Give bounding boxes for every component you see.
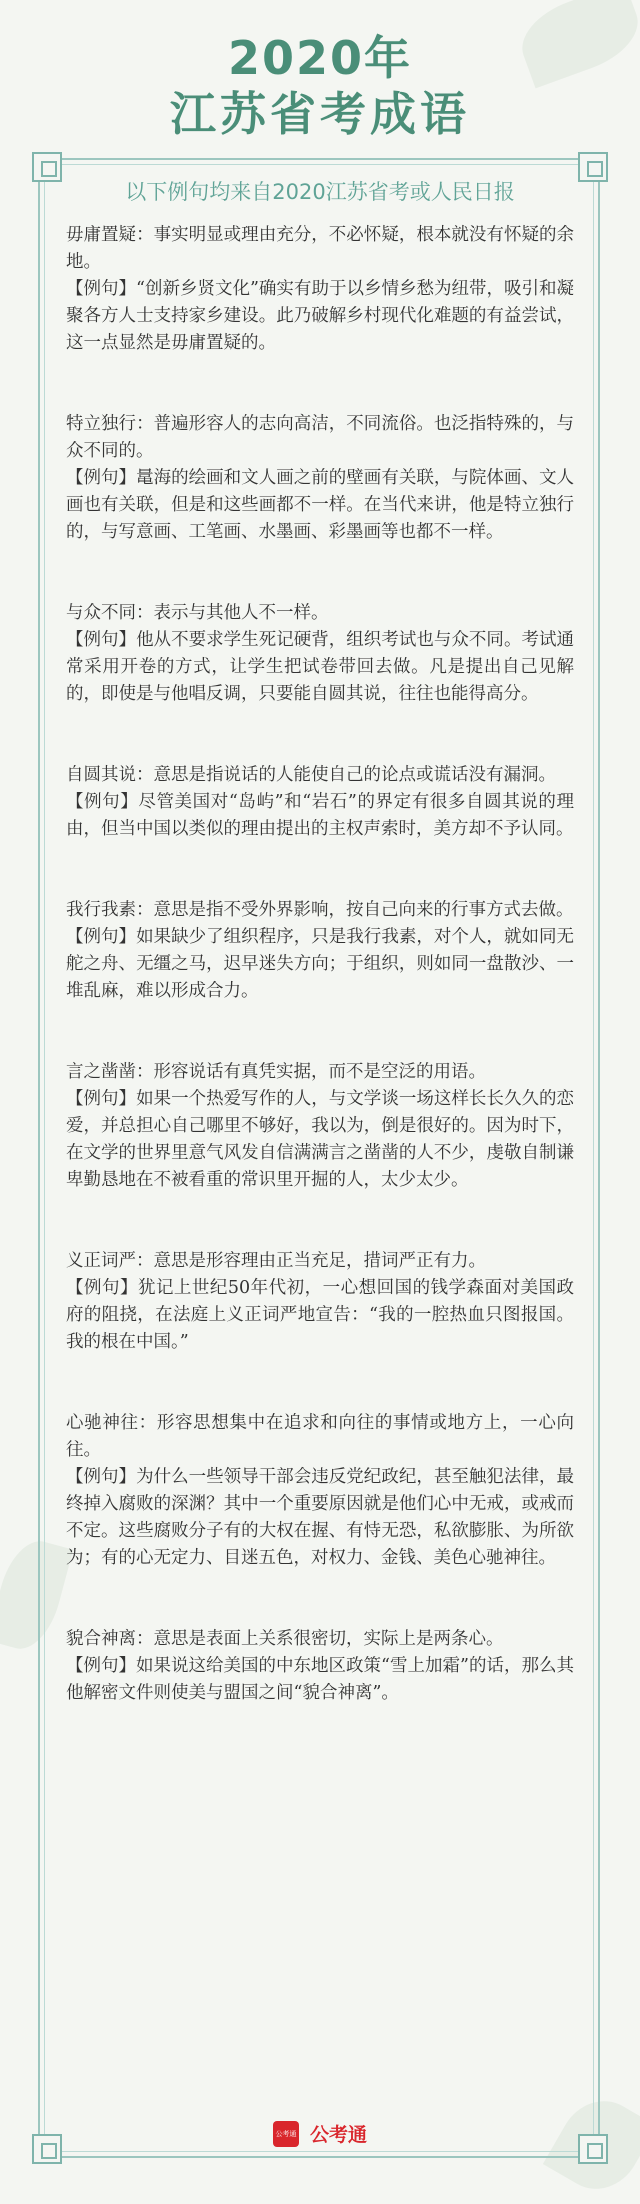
- idiom-entry: [66, 1248, 574, 1356]
- idiom-example: 【例句】如果缺少了组织程序，只是我行我素，对个人，就如同无舵之舟、无缰之马，迟早迷失方向；于组织，则如同一盘散沙、一堆乱麻，难以形成合力。: [66, 927, 574, 1001]
- idiom-definition: 貌合神离：意思是表面上关系很密切，实际上是两条心。: [66, 1629, 504, 1649]
- idiom-example: 【例句】如果说这给美国的中东地区政策“雪上加霜”的话，那么其他解密文件则使美与盟国之间“貌合神离”。: [66, 1656, 574, 1703]
- idiom-definition: 义正词严：意思是形容理由正当充足，措词严正有力。: [66, 1251, 486, 1271]
- idiom-definition: 我行我素：意思是指不受外界影响，按自己向来的行事方式去做。: [66, 900, 574, 920]
- page-subtitle: 以下例句均来自2020江苏省考或人民日报: [125, 180, 515, 204]
- idiom-entry: [66, 222, 574, 357]
- idiom-example: 【例句】犹记上世纪50年代初，一心想回国的钱学森面对美国政府的阻挠，在法庭上义正词严地宣告：“我的一腔热血只图报国。我的根在中国。”: [66, 1278, 574, 1352]
- idiom-definition: 毋庸置疑：事实明显或理由充分，不必怀疑，根本就没有怀疑的余地。: [66, 225, 574, 272]
- idiom-example: 【例句】他从不要求学生死记硬背，组织考试也与众不同。考试通常采用开卷的方式，让学生把试卷带回去做。凡是提出自己见解的，即使是与他唱反调，只要能自圆其说，往往也能得高分。: [66, 630, 574, 704]
- page-title-year: 2020年: [227, 31, 413, 85]
- idiom-entry: [66, 1059, 574, 1194]
- logo-icon: 公考通: [273, 2121, 299, 2147]
- idiom-entry: [66, 897, 574, 1005]
- idiom-example: 【例句】为什么一些领导干部会违反党纪政纪，甚至触犯法律，最终掉入腐败的深渊？其中一个重要原因就是他们心中无戒，或戒而不定。这些腐败分子有的大权在握、有恃无恐，私欲膨胀、为所欲为；有的心无定力、目迷五色，对权力、金钱、美色心驰神往。: [66, 1467, 574, 1568]
- idiom-definition: 与众不同：表示与其他人不一样。: [66, 603, 329, 623]
- idiom-list: [66, 222, 574, 1761]
- idiom-example: 【例句】尽管美国对“岛屿”和“岩石”的界定有很多自圆其说的理由，但当中国以类似的理由提出的主权声索时，美方却不予认同。: [66, 792, 574, 839]
- idiom-entry: [66, 1626, 574, 1707]
- idiom-definition: 特立独行：普遍形容人的志向高洁，不同流俗。也泛指特殊的，与众不同的。: [66, 414, 574, 461]
- idiom-example: 【例句】“创新乡贤文化”确实有助于以乡情乡愁为纽带，吸引和凝聚各方人士支持家乡建设。此乃破解乡村现代化难题的有益尝试，这一点显然是毋庸置疑的。: [66, 279, 574, 353]
- idiom-example: 【例句】鼌海的绘画和文人画之前的壁画有关联，与院体画、文人画也有关联，但是和这些画都不一样。在当代来讲，他是特立独行的，与写意画、工笔画、水墨画、彩墨画等也都不一样。: [66, 468, 574, 542]
- idiom-example: 【例句】如果一个热爱写作的人，与文学谈一场这样长长久久的恋爱，并总担心自己哪里不够好，我以为，倒是很好的。因为时下，在文学的世界里意气风发自信满满言之凿凿的人不少，虔敬自制谦卑勤恳地在不被看重的常识里开掘的人，太少太少。: [66, 1089, 574, 1190]
- idiom-entry: [66, 411, 574, 546]
- idiom-definition: 心驰神往：形容思想集中在追求和向往的事情或地方上，一心向往。: [66, 1413, 574, 1460]
- idiom-entry: [66, 600, 574, 708]
- idiom-definition: 自圆其说：意思是指说话的人能使自己的论点或谎话没有漏洞。: [66, 765, 556, 785]
- idiom-entry: [66, 762, 574, 843]
- idiom-entry: [66, 1410, 574, 1572]
- footer-logo: [0, 2120, 640, 2147]
- idiom-definition: 言之凿凿：形容说话有真凭实据，而不是空泛的用语。: [66, 1062, 486, 1082]
- page-title: 江苏省考成语: [170, 87, 470, 141]
- logo-text: 公考通: [310, 2124, 368, 2146]
